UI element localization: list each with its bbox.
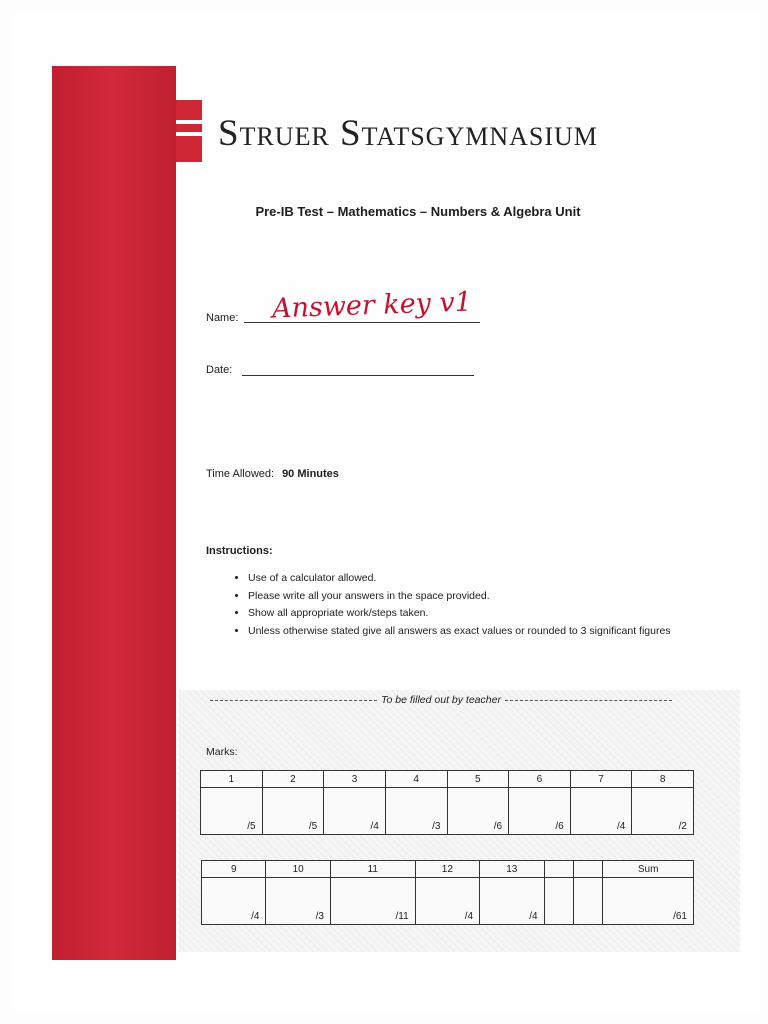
question-number: 9 bbox=[202, 861, 266, 878]
sum-cell: /61 bbox=[603, 878, 694, 925]
test-subtitle: Pre-IB Test – Mathematics – Numbers & Algebra Unit bbox=[255, 204, 581, 219]
question-number: 2 bbox=[262, 771, 324, 788]
instructions-title: Instructions: bbox=[206, 545, 273, 557]
marks-label: Marks: bbox=[206, 746, 238, 758]
question-number: 12 bbox=[415, 861, 479, 878]
marks-cell: /4 bbox=[324, 788, 386, 835]
instruction-item: • Unless otherwise stated give all answers as exact values or rounded to 3 significant figures bbox=[248, 623, 718, 641]
question-number: 7 bbox=[570, 771, 632, 788]
date-line bbox=[242, 375, 474, 376]
marks-cell bbox=[544, 878, 573, 925]
time-allowed bbox=[206, 468, 339, 480]
school-logo-icon bbox=[176, 100, 202, 162]
marks-cell bbox=[573, 878, 602, 925]
marks-cell: /4 bbox=[480, 878, 544, 925]
marks-cell: /4 bbox=[570, 788, 632, 835]
question-number: 8 bbox=[632, 771, 694, 788]
teacher-heading-text: To be filled out by teacher bbox=[381, 694, 501, 706]
question-number: 5 bbox=[447, 771, 509, 788]
marks-cell: /6 bbox=[447, 788, 509, 835]
question-number: 11 bbox=[330, 861, 415, 878]
marks-cell: /5 bbox=[201, 788, 263, 835]
marks-cell: /3 bbox=[385, 788, 447, 835]
school-name: Struer Statsgymnasium bbox=[218, 113, 598, 154]
marks-cell: /4 bbox=[415, 878, 479, 925]
instructions-list bbox=[228, 570, 718, 640]
instruction-item: • Please write all your answers in the space provided. bbox=[248, 588, 718, 606]
sum-header: Sum bbox=[603, 861, 694, 878]
time-label: Time Allowed: bbox=[206, 468, 275, 480]
question-number bbox=[573, 861, 602, 878]
red-side-bar bbox=[52, 66, 176, 960]
question-number: 1 bbox=[201, 771, 263, 788]
instruction-item: • Show all appropriate work/steps taken. bbox=[248, 605, 718, 623]
teacher-heading bbox=[206, 694, 676, 706]
question-number: 6 bbox=[509, 771, 571, 788]
marks-cell: /6 bbox=[509, 788, 571, 835]
time-value: 90 Minutes bbox=[282, 468, 339, 480]
question-number: 4 bbox=[385, 771, 447, 788]
marks-cell: /4 bbox=[202, 878, 266, 925]
name-handwritten-value: Answer key v1 bbox=[271, 286, 473, 325]
marks-table-1 bbox=[200, 770, 694, 835]
marks-cell: /3 bbox=[266, 878, 330, 925]
question-number: 10 bbox=[266, 861, 330, 878]
date-label: Date: bbox=[206, 364, 233, 376]
question-number: 3 bbox=[324, 771, 386, 788]
name-label: Name: bbox=[206, 312, 239, 324]
marks-cell: /5 bbox=[262, 788, 324, 835]
marks-table-2 bbox=[201, 860, 694, 925]
question-number: 13 bbox=[480, 861, 544, 878]
marks-cell: /2 bbox=[632, 788, 694, 835]
question-number bbox=[544, 861, 573, 878]
instruction-item: • Use of a calculator allowed. bbox=[248, 570, 718, 588]
marks-cell: /11 bbox=[330, 878, 415, 925]
